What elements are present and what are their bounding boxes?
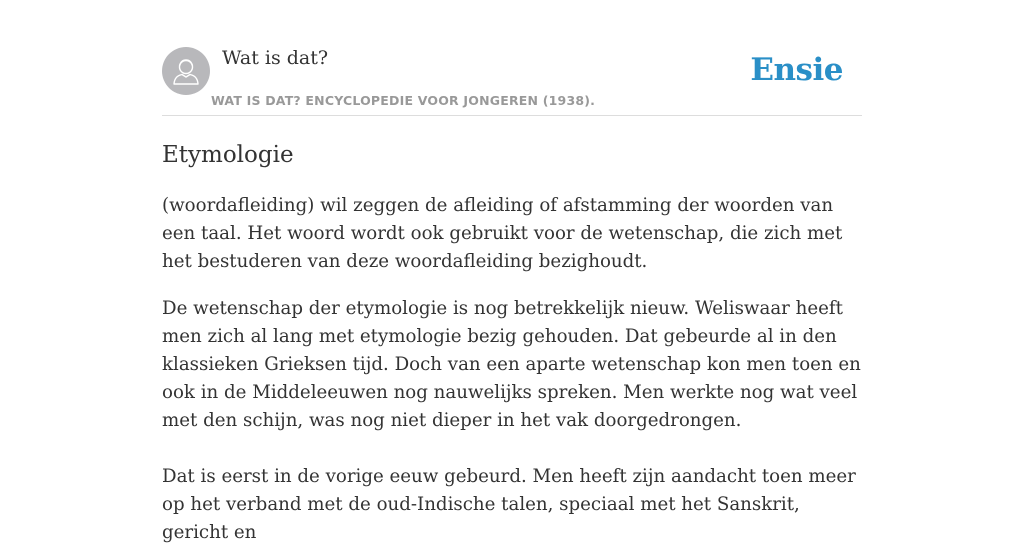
article-paragraph: Dat is eerst in de vorige eeuw gebeurd. Men heeft zijn aandacht toen meer op het verband met de oud-Indische talen, speciaal met het Sanskrit, gericht en xyxy=(162,466,856,543)
brand-logo[interactable]: Ensie xyxy=(750,52,843,88)
source-header xyxy=(162,0,862,116)
article-title: Etymologie xyxy=(162,142,294,168)
source-title[interactable]: Wat is dat? xyxy=(222,47,329,69)
article-paragraph: (woordafleiding) wil zeggen de afleiding of afstamming der woorden van een taal. Het woord wordt ook gebruikt voor de wetenschap, die zich met het bestuderen van deze woordafleiding bezighoudt. xyxy=(162,195,843,272)
source-subtitle[interactable]: WAT IS DAT? ENCYCLOPEDIE VOOR JONGEREN (1938). xyxy=(211,93,596,108)
avatar[interactable] xyxy=(162,47,210,95)
user-icon xyxy=(162,47,210,95)
article-paragraph: De wetenschap der etymologie is nog betrekkelijk nieuw. Weliswaar heeft men zich al lang met etymologie bezig gehouden. Dat gebeurde al in den klassieken Grieksen tijd. Doch van een aparte wetenschap kon men toen en ook in de Middeleeuwen nog nauwelijks spreken. Men werkte nog wat veel met den schijn, was nog niet dieper in het vak doorgedrongen. xyxy=(162,298,861,431)
